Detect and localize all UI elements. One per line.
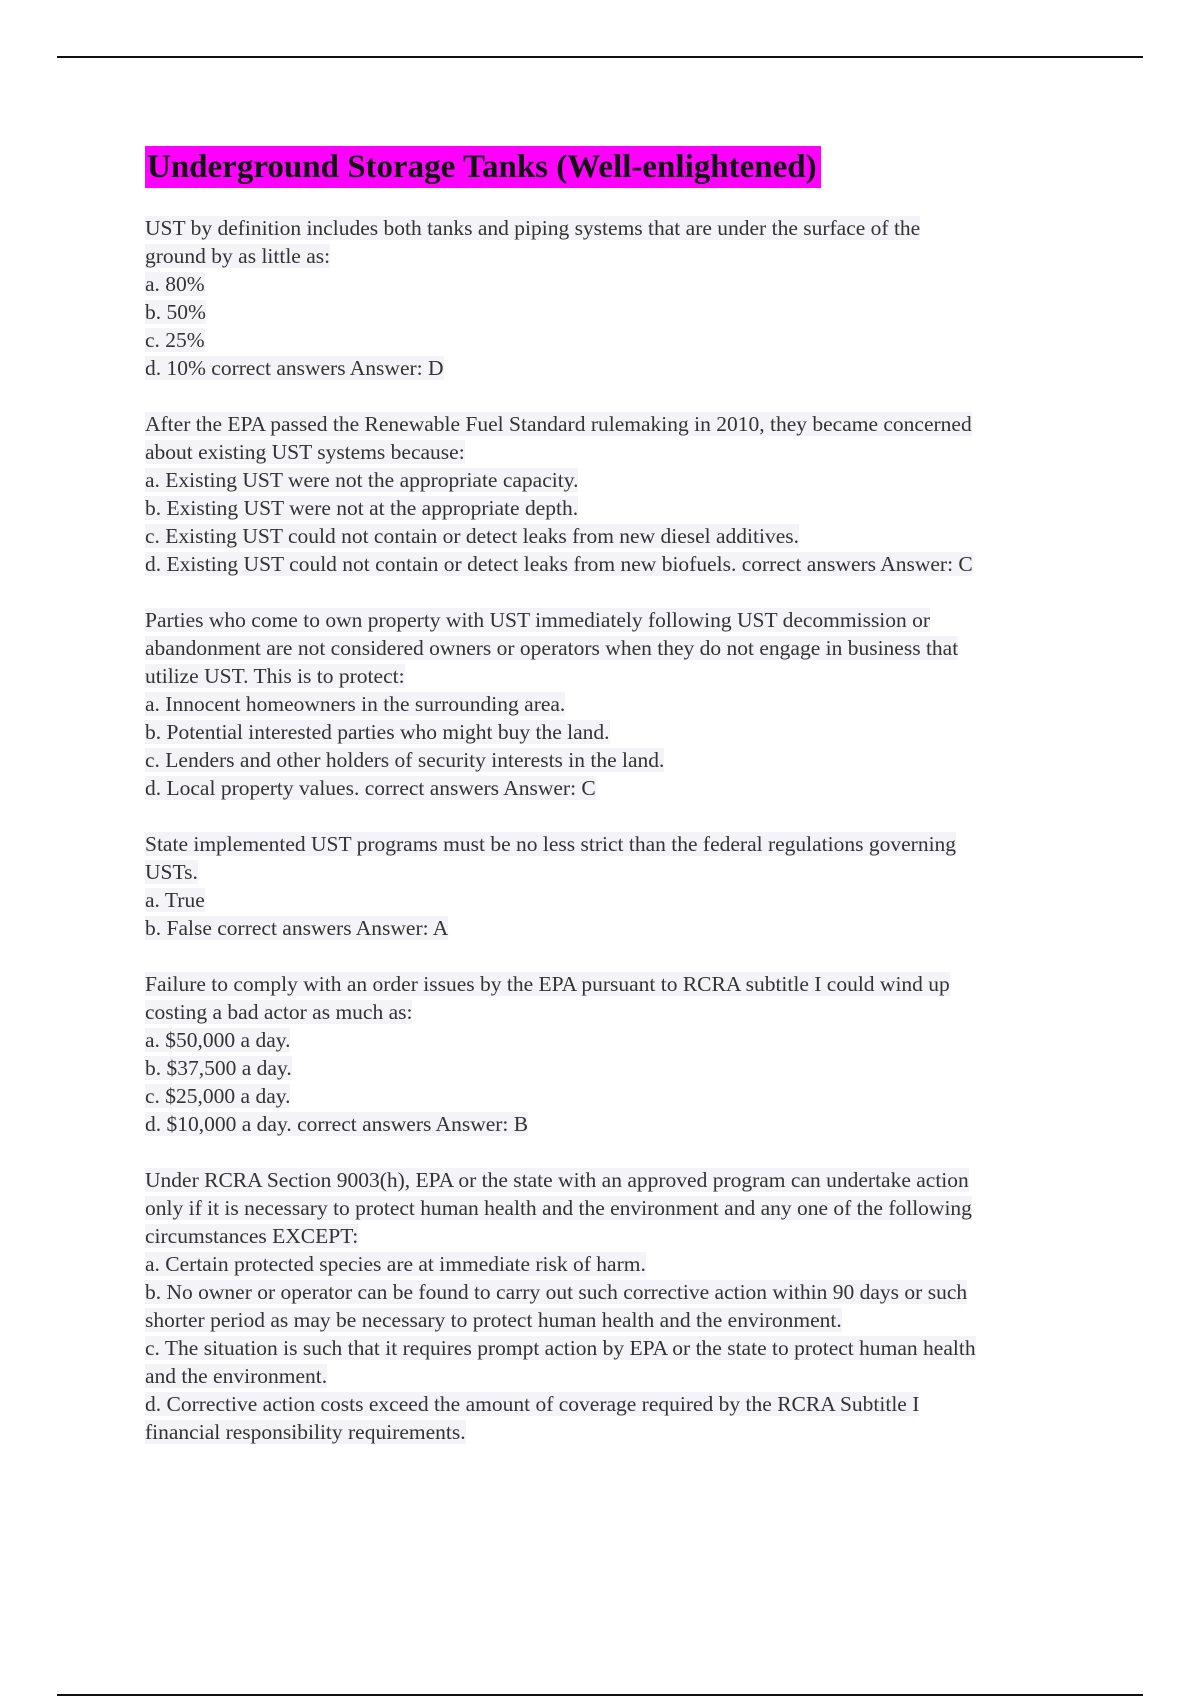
line-text: b. No owner or operator can be found to carry out such corrective action within 90 days or such bbox=[145, 1280, 968, 1304]
line-text: After the EPA passed the Renewable Fuel Standard rulemaking in 2010, they became concerned bbox=[145, 412, 972, 436]
question-line bbox=[145, 1390, 1085, 1418]
line-text: c. $25,000 a day. bbox=[145, 1084, 291, 1108]
question-line bbox=[145, 1110, 1085, 1138]
question-line bbox=[145, 438, 1085, 466]
line-text: a. $50,000 a day. bbox=[145, 1028, 291, 1052]
line-text: b. Existing UST were not at the appropriate depth. bbox=[145, 496, 579, 520]
line-text: about existing UST systems because: bbox=[145, 440, 465, 464]
question-line bbox=[145, 1306, 1085, 1334]
line-text: and the environment. bbox=[145, 1364, 328, 1388]
line-text: c. The situation is such that it requires prompt action by EPA or the state to protect human health bbox=[145, 1336, 976, 1360]
question-line bbox=[145, 466, 1085, 494]
question-line bbox=[145, 690, 1085, 718]
question-line bbox=[145, 494, 1085, 522]
question-text-line bbox=[145, 970, 1085, 998]
document-title: Underground Storage Tanks (Well-enlightened) bbox=[145, 146, 821, 188]
question-line bbox=[145, 550, 1085, 578]
question-line bbox=[145, 998, 1085, 1026]
line-text: only if it is necessary to protect human health and the environment and any one of the following bbox=[145, 1196, 972, 1220]
line-text: State implemented UST programs must be no less strict than the federal regulations governing bbox=[145, 832, 957, 856]
line-text: b. Potential interested parties who might buy the land. bbox=[145, 720, 610, 744]
question-line bbox=[145, 522, 1085, 550]
question-block bbox=[145, 830, 1085, 942]
question-line bbox=[145, 1362, 1085, 1390]
line-text: c. Lenders and other holders of security interests in the land. bbox=[145, 748, 665, 772]
question-line bbox=[145, 774, 1085, 802]
question-block bbox=[145, 606, 1085, 802]
question-text-line bbox=[145, 1166, 1085, 1194]
question-line bbox=[145, 1418, 1085, 1446]
question-line bbox=[145, 1222, 1085, 1250]
line-text: d. Local property values. correct answers Answer: C bbox=[145, 776, 596, 800]
question-line bbox=[145, 886, 1085, 914]
line-text: a. True bbox=[145, 888, 205, 912]
line-text: USTs. bbox=[145, 860, 198, 884]
question-text-line bbox=[145, 606, 1085, 634]
question-text-line bbox=[145, 214, 1085, 242]
question-line bbox=[145, 718, 1085, 746]
bottom-rule bbox=[57, 1694, 1143, 1696]
question-line bbox=[145, 914, 1085, 942]
line-text: financial responsibility requirements. bbox=[145, 1420, 466, 1444]
question-line bbox=[145, 1278, 1085, 1306]
question-line bbox=[145, 662, 1085, 690]
line-text: a. Innocent homeowners in the surrounding area. bbox=[145, 692, 566, 716]
question-line bbox=[145, 746, 1085, 774]
line-text: c. 25% bbox=[145, 328, 205, 352]
question-line bbox=[145, 326, 1085, 354]
line-text: a. Certain protected species are at immediate risk of harm. bbox=[145, 1252, 646, 1276]
line-text: Under RCRA Section 9003(h), EPA or the state with an approved program can undertake action bbox=[145, 1168, 969, 1192]
line-text: d. Existing UST could not contain or detect leaks from new biofuels. correct answers Answer: C bbox=[145, 552, 973, 576]
line-text: abandonment are not considered owners or operators when they do not engage in business that bbox=[145, 636, 959, 660]
question-text-line bbox=[145, 830, 1085, 858]
question-block bbox=[145, 1166, 1085, 1446]
question-block bbox=[145, 410, 1085, 578]
line-text: ground by as little as: bbox=[145, 244, 331, 268]
line-text: b. False correct answers Answer: A bbox=[145, 916, 449, 940]
line-text: d. Corrective action costs exceed the amount of coverage required by the RCRA Subtitle I bbox=[145, 1392, 920, 1416]
line-text: utilize UST. This is to protect: bbox=[145, 664, 405, 688]
question-line bbox=[145, 1026, 1085, 1054]
question-line bbox=[145, 242, 1085, 270]
question-line bbox=[145, 270, 1085, 298]
line-text: d. 10% correct answers Answer: D bbox=[145, 356, 444, 380]
question-list bbox=[145, 214, 1085, 1446]
question-line bbox=[145, 354, 1085, 382]
question-text-line bbox=[145, 410, 1085, 438]
line-text: Parties who come to own property with UST immediately following UST decommission or bbox=[145, 608, 931, 632]
question-line bbox=[145, 298, 1085, 326]
question-line bbox=[145, 1194, 1085, 1222]
line-text: c. Existing UST could not contain or detect leaks from new diesel additives. bbox=[145, 524, 800, 548]
question-line bbox=[145, 858, 1085, 886]
question-line bbox=[145, 1054, 1085, 1082]
question-line bbox=[145, 1250, 1085, 1278]
line-text: b. $37,500 a day. bbox=[145, 1056, 292, 1080]
line-text: costing a bad actor as much as: bbox=[145, 1000, 413, 1024]
question-line bbox=[145, 634, 1085, 662]
line-text: b. 50% bbox=[145, 300, 206, 324]
line-text: d. $10,000 a day. correct answers Answer: B bbox=[145, 1112, 529, 1136]
question-line bbox=[145, 1334, 1085, 1362]
top-rule bbox=[57, 56, 1143, 58]
line-text: a. 80% bbox=[145, 272, 205, 296]
line-text: shorter period as may be necessary to protect human health and the environment. bbox=[145, 1308, 842, 1332]
question-line bbox=[145, 1082, 1085, 1110]
document-body bbox=[145, 146, 1085, 1474]
line-text: a. Existing UST were not the appropriate capacity. bbox=[145, 468, 579, 492]
line-text: UST by definition includes both tanks and piping systems that are under the surface of the bbox=[145, 216, 921, 240]
question-block bbox=[145, 214, 1085, 382]
line-text: Failure to comply with an order issues by the EPA pursuant to RCRA subtitle I could wind up bbox=[145, 972, 950, 996]
question-block bbox=[145, 970, 1085, 1138]
line-text: circumstances EXCEPT: bbox=[145, 1224, 359, 1248]
